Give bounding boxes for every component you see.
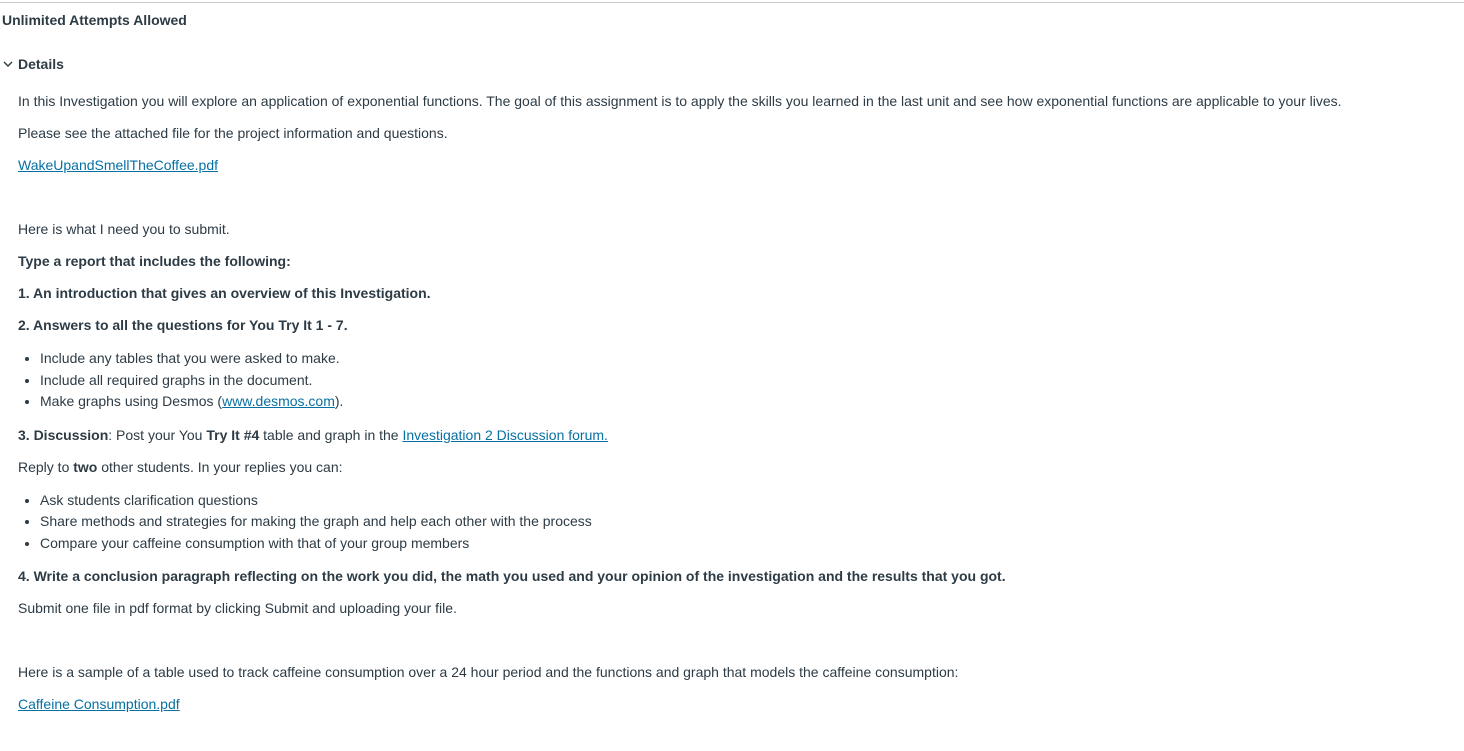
list-item: • Ask students clarification questions bbox=[40, 490, 1448, 512]
list-item: • Share methods and strategies for making the graph and help each other with the process bbox=[40, 511, 1448, 533]
submit-intro: Here is what I need you to submit. bbox=[18, 221, 230, 237]
item-3-label: 3. Discussion bbox=[18, 426, 109, 443]
submit-instructions: Submit one file in pdf format by clicking Submit and uploading your file. bbox=[18, 600, 457, 616]
spacer bbox=[18, 631, 1448, 663]
try-it-4: Try It #4 bbox=[206, 426, 260, 443]
details-label: Details bbox=[18, 56, 64, 72]
wake-up-file-link[interactable]: WakeUpandSmellTheCoffee.pdf bbox=[18, 157, 218, 173]
desmos-after: ). bbox=[334, 393, 344, 409]
item-3-text: : Post your You bbox=[108, 426, 207, 443]
caffeine-file-link[interactable]: Caffeine Consumption.pdf bbox=[18, 696, 180, 712]
intro-paragraph: In this Investigation you will explore an application of exponential functions. The goal of this assignment is to apply the skills you learned in the last unit and see how exponential functions are applicable to your lives. bbox=[18, 93, 1342, 109]
item-3 bbox=[18, 426, 1448, 445]
reply-list bbox=[18, 490, 1448, 555]
list-item: • Compare your caffeine consumption with that of your group members bbox=[40, 533, 1448, 555]
details-toggle[interactable] bbox=[2, 56, 64, 72]
list-item: • Include any tables that you were asked to make. bbox=[40, 348, 1448, 370]
spacer bbox=[18, 188, 1448, 220]
reply-bold: two bbox=[73, 458, 98, 475]
top-divider bbox=[0, 2, 1464, 3]
discussion-forum-link[interactable]: Investigation 2 Discussion forum. bbox=[402, 426, 608, 443]
item-4: 4. Write a conclusion paragraph reflecting on the work you did, the math you used and your opinion of the investigation and the results that you got. bbox=[18, 568, 1006, 584]
item-3-text: table and graph in the bbox=[259, 426, 403, 443]
attempts-allowed-label: Unlimited Attempts Allowed bbox=[2, 12, 187, 28]
desmos-link[interactable]: www.desmos.com bbox=[222, 393, 335, 409]
item-1: 1. An introduction that gives an overview of this Investigation. bbox=[18, 285, 431, 301]
assignment-description bbox=[18, 92, 1448, 727]
reply-text: other students. In your replies you can: bbox=[97, 458, 343, 475]
chevron-down-icon bbox=[2, 58, 14, 70]
reply-text: Reply to bbox=[18, 458, 74, 475]
sample-text: Here is a sample of a table used to track caffeine consumption over a 24 hour period and the functions and graph that models the caffeine consumption: bbox=[18, 664, 959, 680]
report-heading: Type a report that includes the following: bbox=[18, 253, 291, 269]
attached-file-note: Please see the attached file for the project information and questions. bbox=[18, 125, 448, 141]
list-item: • Include all required graphs in the document. bbox=[40, 370, 1448, 392]
desmos-text: Make graphs using Desmos ( bbox=[40, 393, 223, 409]
reply-instructions bbox=[18, 458, 1448, 477]
list-item bbox=[40, 391, 1448, 413]
item-2: 2. Answers to all the questions for You Try It 1 - 7. bbox=[18, 317, 348, 333]
item-2-list bbox=[18, 348, 1448, 413]
